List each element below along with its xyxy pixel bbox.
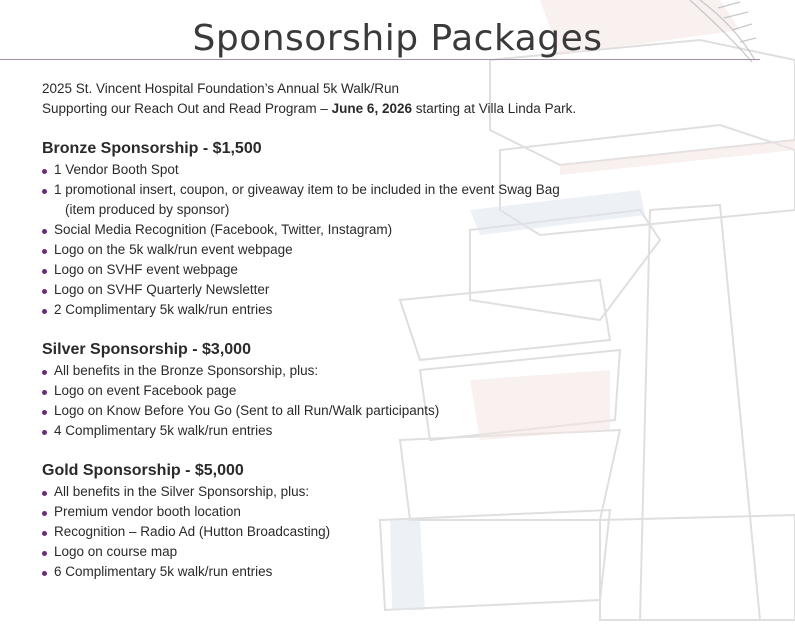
list-item: 4 Complimentary 5k walk/run entries	[42, 421, 762, 441]
list-item: 1 promotional insert, coupon, or giveaway item to be included in the event Swag Bag	[42, 180, 762, 200]
intro-location-text: starting at Villa Linda Park.	[411, 101, 577, 116]
list-item: Logo on course map	[42, 542, 762, 562]
list-item: Logo on event Facebook page	[42, 381, 762, 401]
silver-section	[42, 340, 762, 441]
list-item: 6 Complimentary 5k walk/run entries	[42, 562, 762, 582]
bronze-title: Bronze Sponsorship - $1,500	[42, 140, 262, 157]
silver-benefits-list	[42, 361, 762, 441]
intro-program-text: Supporting our Reach Out and Read Program –	[42, 101, 332, 116]
title-divider	[0, 59, 760, 60]
list-item: Recognition – Radio Ad (Hutton Broadcasting)	[42, 522, 762, 542]
page-title: Sponsorship Packages	[192, 18, 603, 59]
list-item: Social Media Recognition (Facebook, Twitter, Instagram)	[42, 220, 762, 240]
list-item: All benefits in the Bronze Sponsorship, plus:	[42, 361, 762, 381]
list-item: Logo on the 5k walk/run event webpage	[42, 240, 762, 260]
silver-title: Silver Sponsorship - $3,000	[42, 341, 251, 358]
list-item-continuation: (item produced by sponsor)	[65, 202, 230, 217]
list-item: Premium vendor booth location	[42, 502, 762, 522]
list-item: 2 Complimentary 5k walk/run entries	[42, 300, 762, 320]
list-item: Logo on SVHF Quarterly Newsletter	[42, 280, 762, 300]
gold-title: Gold Sponsorship - $5,000	[42, 462, 244, 479]
list-item: Logo on Know Before You Go (Sent to all Run/Walk participants)	[42, 401, 762, 421]
bronze-benefits-list	[42, 160, 762, 320]
bronze-section	[42, 139, 762, 320]
intro-line-program	[42, 99, 762, 119]
intro-line-event: 2025 St. Vincent Hospital Foundation’s Annual 5k Walk/Run	[42, 81, 399, 96]
list-item: Logo on SVHF event webpage	[42, 260, 762, 280]
gold-benefits-list	[42, 482, 762, 582]
intro	[42, 79, 762, 119]
list-item: All benefits in the Silver Sponsorship, plus:	[42, 482, 762, 502]
event-date: June 6, 2026	[331, 101, 412, 116]
sponsorship-content	[42, 79, 762, 582]
gold-section	[42, 461, 762, 582]
list-item: 1 Vendor Booth Spot	[42, 160, 762, 180]
